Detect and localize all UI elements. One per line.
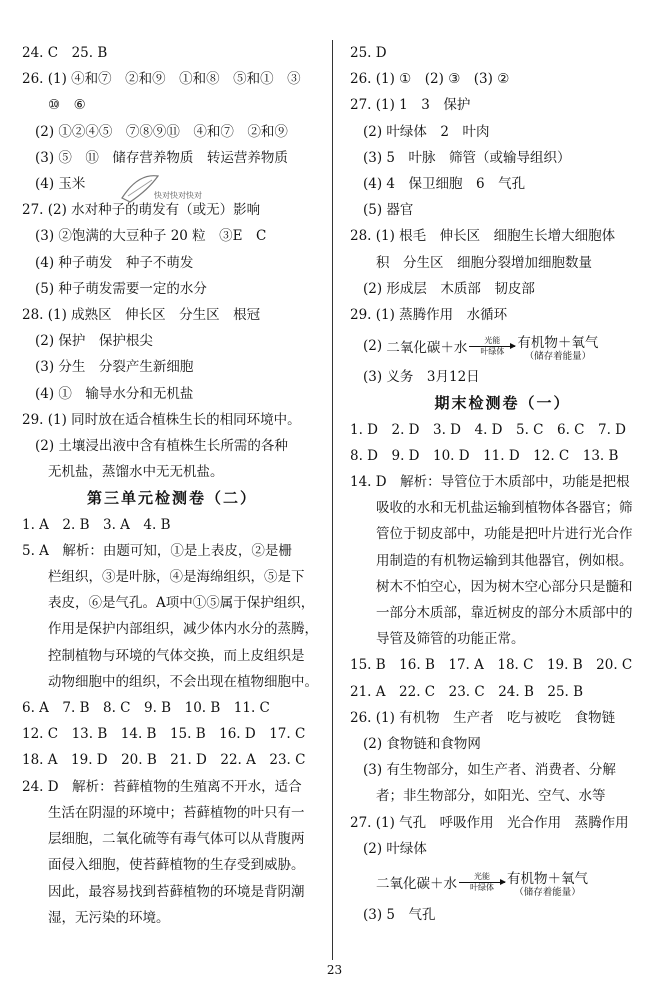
formula-products: [517, 331, 598, 362]
answer-line: 27. (1) 1 3 保护: [350, 97, 471, 114]
answer-line: (2) 形成层 木质部 韧皮部: [363, 280, 535, 297]
answer-line: 8. D 9. D 10. D 11. D 12. C 13. B: [350, 447, 619, 464]
answer-line: 动物细胞中的组织，不会出现在植物细胞中。: [48, 673, 318, 690]
answer-line: 26. (1) 有机物 生产者 吃与被吃 食物链: [350, 709, 616, 726]
answer-line: (3) ⑤ ⑪ 储存营养物质 转运营养物质: [35, 149, 288, 166]
answer-line: (3) 分生 分裂产生新细胞: [35, 359, 194, 376]
answer-line: 12. C 13. B 14. B 15. B 16. D 17. C: [22, 726, 306, 743]
formula-products-text: 有机物＋氧气: [507, 870, 588, 887]
answer-line: 27. (1) 气孔 呼吸作用 光合作用 蒸腾作用: [350, 814, 629, 831]
answer-line: (4) 4 保卫细胞 6 气孔: [363, 176, 526, 193]
answer-line: 24. C 25. B: [22, 45, 108, 61]
answer-line: 5. A 解析：由题可知，①是上表皮，②是栅: [22, 542, 292, 559]
formula-products-text: 有机物＋氧气: [517, 334, 599, 351]
arrow-line: [469, 346, 515, 347]
answer-line: (3) 5 叶脉 筛管（或输导组织）: [363, 149, 571, 166]
answer-line: 1. D 2. D 3. D 4. D 5. C 6. C 7. D: [350, 421, 626, 438]
answer-line: 14. D 解析：导管位于木质部中，功能是把根: [350, 474, 630, 491]
answer-line: 树木不怕空心，因为树木空心部分只是髓和: [376, 578, 633, 595]
arrow-line: [459, 882, 505, 883]
section-heading: 第三单元检测卷（二）: [86, 489, 257, 508]
watermark-stamp: [118, 168, 216, 208]
answer-line: 6. A 7. B 8. C 9. B 10. B 11. C: [22, 700, 270, 717]
stamp-text: 快对快对快对: [154, 191, 202, 200]
formula-products-note: （储存着能量）: [524, 350, 592, 362]
answer-line: 28. (1) 根毛 伸长区 细胞生长增大细胞体: [350, 228, 616, 245]
answer-line: 26. (1) ① (2) ③ (3) ②: [350, 71, 510, 88]
answer-line: 吸收的水和无机盐运输到植物体各器官；筛: [376, 500, 633, 517]
answer-line: 用制造的有机物运输到其他器官，例如根。: [376, 552, 633, 569]
answer-line: 15. B 16. B 17. A 18. C 19. B 20. C: [350, 657, 633, 674]
answer-line: (5) 种子萌发需要一定的水分: [35, 280, 207, 297]
answer-line: (2) 叶绿体: [363, 840, 427, 857]
answer-line: (3) 5 气孔: [363, 907, 436, 924]
photosynthesis-formula-1: [350, 328, 655, 364]
answer-line: (3) 义务 3月12日: [363, 369, 480, 386]
answer-line: 18. A 19. D 20. B 21. D 22. A 23. C: [22, 752, 306, 769]
answer-line: 积 分生区 细胞分裂增加细胞数量: [376, 254, 592, 271]
formula-prefix: (2): [363, 338, 387, 355]
section-heading: 期末检测卷（一）: [434, 394, 571, 413]
answer-line: 者；非生物部分，如阳光、空气、水等: [376, 788, 606, 805]
answer-line: 生活在阴湿的环境中；苔藓植物的叶只有一: [48, 804, 305, 821]
formula-reactants: 二氧化碳＋水: [386, 340, 468, 357]
right-column: [350, 40, 655, 928]
answer-line: 无机盐，蒸馏水中无无机盐。: [48, 464, 224, 481]
photosynthesis-formula-2: [350, 862, 655, 902]
column-divider: [332, 40, 333, 960]
answer-line: 25. D: [350, 45, 387, 61]
answer-line: (2) 保护 保护根尖: [35, 333, 153, 350]
answer-line: 管位于韧皮部中，功能是把叶片进行光合作: [376, 526, 633, 543]
arrow-top-label: 光能: [474, 871, 490, 881]
answer-line: 面侵入细胞，使苔藓植物的生存受到威胁。: [48, 857, 305, 874]
answer-line: 26. (1) ④和⑦ ②和⑨ ①和⑧ ⑤和① ③: [22, 71, 301, 88]
answer-line: 导管及筛管的功能正常。: [376, 631, 525, 648]
reaction-arrow: [469, 336, 515, 357]
arrow-top-label: 光能: [484, 335, 501, 345]
answer-line: (3) 有生物部分，如生产者、消费者、分解: [363, 762, 616, 779]
answer-line: (4) ① 输导水分和无机盐: [35, 385, 194, 402]
formula-reactants: 二氧化碳＋水: [376, 876, 457, 893]
answer-line: 表皮，⑥是气孔。A项中①⑤属于保护组织，: [48, 595, 315, 612]
reaction-arrow: [459, 872, 505, 893]
answer-line: 21. A 22. C 23. C 24. B 25. B: [350, 683, 584, 700]
answer-line: (4) 玉米: [35, 176, 86, 193]
answer-line: (3) ②饱满的大豆种子 20 粒 ③E C: [35, 228, 267, 245]
answer-line: 栏组织，③是叶脉，④是海绵组织，⑤是下: [48, 569, 305, 586]
answer-line: (2) ①②④⑤ ⑦⑧⑨⑪ ④和⑦ ②和⑨: [35, 123, 288, 140]
answer-line: 24. D 解析：苔藓植物的生殖离不开水，适合: [22, 778, 302, 795]
answer-line: 28. (1) 成熟区 伸长区 分生区 根冠: [22, 307, 261, 324]
answer-line: (2) 食物链和食物网: [363, 736, 481, 753]
page-number: 23: [326, 963, 343, 977]
answer-line: 控制植物与环境的气体交换，而上皮组织是: [48, 647, 305, 664]
answer-line: 27. (2) 水对种子的萌发有（或无）影响: [22, 202, 261, 219]
answer-line: 湿，无污染的环境。: [48, 909, 170, 926]
answer-line: (2) 土壤浸出液中含有植株生长所需的各种: [35, 438, 288, 455]
arrow-bottom-label: 叶绿体: [470, 882, 494, 892]
answer-line: 一部分木质部，靠近树皮的部分木质部中的: [376, 605, 633, 622]
answer-line: (5) 器官: [363, 202, 414, 219]
answer-line: 因此，最容易找到苔藓植物的环境是背阴潮: [48, 883, 305, 900]
answer-line: 29. (1) 同时放在适合植株生长的相同环境中。: [22, 411, 301, 428]
answer-line: 作用是保护内部组织，减少体内水分的蒸腾，: [48, 621, 318, 638]
arrow-bottom-label: 叶绿体: [480, 346, 505, 356]
formula-products: [507, 867, 588, 898]
answer-line: 层细胞，二氧化硫等有毒气体可以从背腹两: [48, 831, 305, 848]
answer-line: 1. A 2. B 3. A 4. B: [22, 516, 171, 533]
formula-products-note: （储存着能量）: [514, 886, 581, 898]
answer-line: ⑩ ⑥: [48, 97, 86, 114]
answer-line: (2) 叶绿体 2 叶肉: [363, 123, 490, 140]
answer-line: 29. (1) 蒸腾作用 水循环: [350, 307, 508, 324]
answer-line: (4) 种子萌发 种子不萌发: [35, 254, 194, 271]
